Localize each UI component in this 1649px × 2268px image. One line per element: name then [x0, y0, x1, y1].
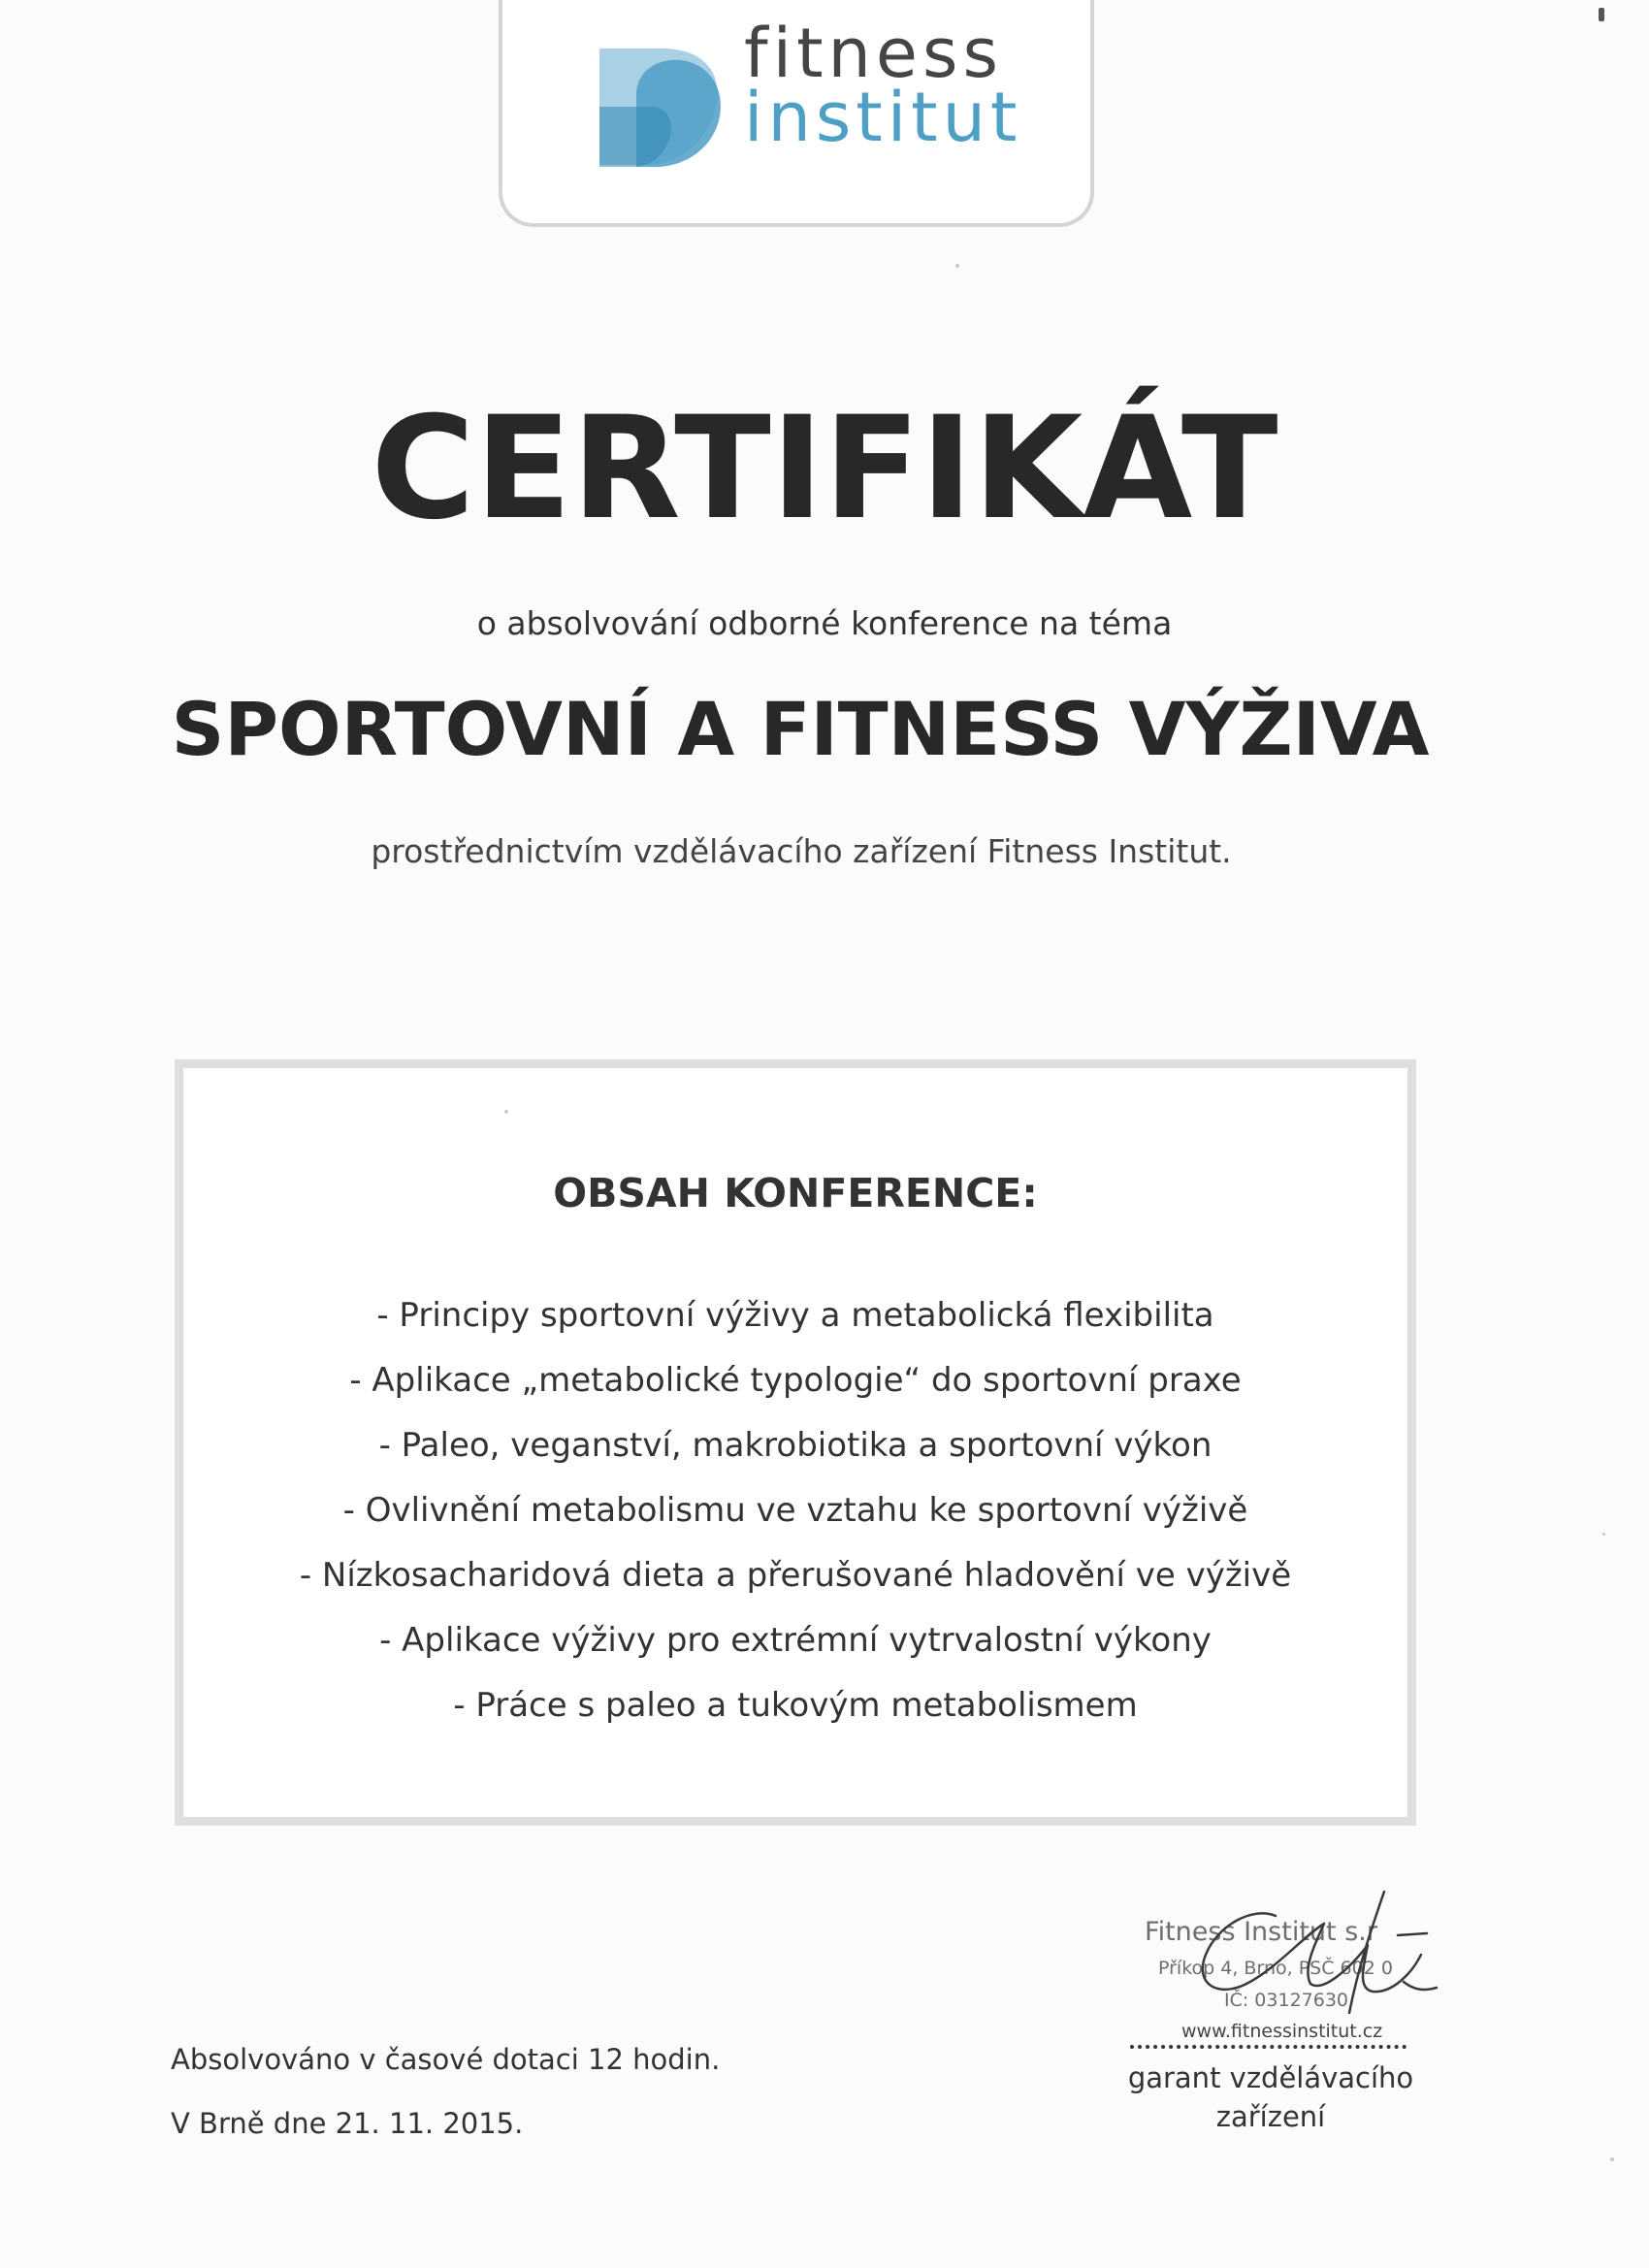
- logo-tab: [499, 0, 1094, 227]
- certificate-subtitle: o absolvování odborné konference na téma: [476, 604, 1173, 642]
- content-item: - Paleo, veganství, makrobiotika a sportovní výkon: [378, 1426, 1212, 1465]
- guarantor-label: [1106, 2058, 1436, 2136]
- signature-icon: [1159, 1877, 1440, 2032]
- scan-speck: [955, 264, 959, 268]
- logo-line-1: fitness: [744, 14, 1003, 93]
- stamp-company: Fitness Institut s.r: [1145, 1917, 1377, 1947]
- content-item: - Nízkosacharidová dieta a přerušované hladovění ve výživě: [299, 1556, 1292, 1595]
- scan-speck: [1599, 8, 1604, 21]
- content-heading: OBSAH KONFERENCE:: [553, 1170, 1038, 1216]
- content-item: - Ovlivnění metabolismu ve vztahu ke sportovní výživě: [342, 1491, 1248, 1530]
- guarantor-line-1: garant vzdělávacího: [1127, 2061, 1414, 2094]
- content-item: - Aplikace výživy pro extrémní vytrvalostní výkony: [379, 1621, 1212, 1660]
- completion-info: [171, 2027, 720, 2155]
- certificate-title: CERTIFIKÁT: [371, 386, 1278, 551]
- guarantor-line-2: zařízení: [1215, 2100, 1326, 2133]
- signature-line: [1130, 2045, 1406, 2049]
- stamp-ic: IČ: 03127630: [1224, 1990, 1349, 2011]
- content-item: - Principy sportovní výživy a metabolická flexibilita: [376, 1296, 1214, 1335]
- completion-hours: Absolvováno v časové dotaci 12 hodin.: [171, 2043, 721, 2076]
- stamp-web: www.fitnessinstitut.cz: [1181, 2021, 1383, 2042]
- logo-line-2: institut: [744, 78, 1022, 157]
- scan-speck: [504, 1110, 508, 1114]
- completion-place-date: V Brně dne 21. 11. 2015.: [171, 2107, 524, 2140]
- logo-wordmark: [744, 14, 1022, 157]
- scan-speck: [1602, 1533, 1605, 1536]
- conference-content-box: [175, 1059, 1416, 1826]
- conference-topic: SPORTOVNÍ A FITNESS VÝŽIVA: [171, 686, 1430, 772]
- stamp-address: Příkop 4, Brno, PSČ 602 0: [1158, 1958, 1393, 1979]
- content-item: - Aplikace „metabolické typologie“ do sportovní praxe: [349, 1361, 1242, 1400]
- heart-logo-icon: [592, 39, 728, 175]
- content-item: - Práce s paleo a tukovým metabolismem: [453, 1686, 1138, 1725]
- content-list: [183, 1283, 1407, 1738]
- institution-line: prostřednictvím vzdělávacího zařízení Fitness Institut.: [371, 832, 1232, 870]
- scan-speck: [1610, 2157, 1614, 2161]
